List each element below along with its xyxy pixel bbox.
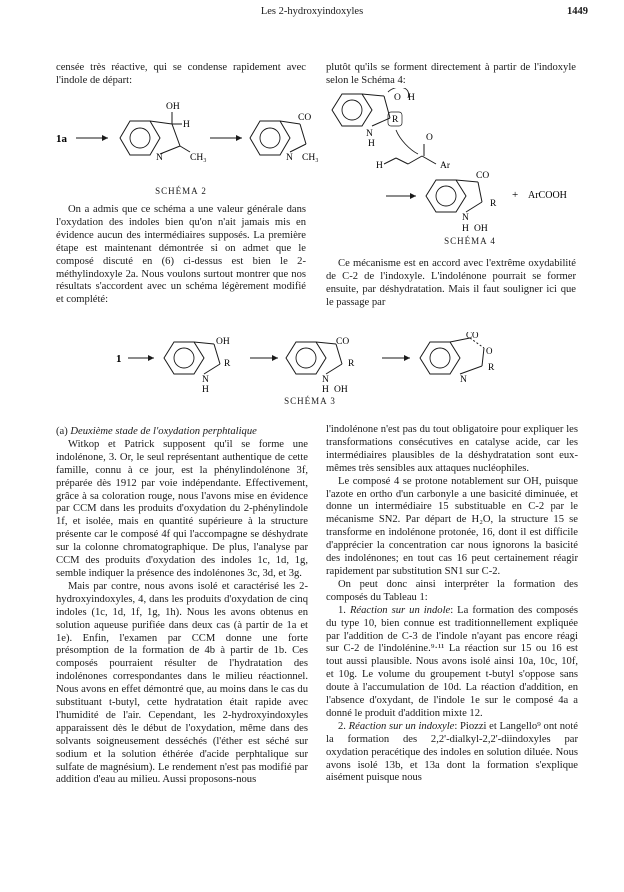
r-group: R [490, 199, 497, 209]
aromatic-circle [430, 348, 450, 368]
arrow-head [148, 355, 154, 361]
o-atom: O [486, 346, 493, 356]
scheme-2-caption: SCHÉMA 2 [155, 186, 207, 196]
arcooh-product: ArCOOH [528, 190, 567, 201]
left-mid-text [56, 204, 306, 307]
item-title: Réaction sur un indole [349, 604, 451, 616]
n-atom: N [202, 375, 209, 385]
page-number: 1449 [567, 6, 588, 17]
bond [362, 94, 384, 96]
right-bottom-text [326, 424, 578, 785]
scheme-3-diagram [110, 332, 510, 396]
item-number: 1. [338, 604, 350, 616]
r-group: R [348, 359, 355, 369]
paragraph: On a admis que ce schéma a une valeur générale dans l'oxydation des indoles bien qu'on n'ait jamais mis en évidence aucun des intermédiaires supposés. La première étape est maintenant démontrée si on admet que le composé discuté en (6) ci-dessus est bien le 2-méthylindoxyle 2a. Nous voulons surtout montrer que nos résultats s'accordent avec un schéma légèrement modifié et complété: [56, 204, 306, 306]
running-header [0, 6, 624, 22]
bond [150, 121, 172, 124]
h-atom: H [368, 139, 375, 149]
bond [160, 146, 180, 154]
aromatic-circle [130, 128, 150, 148]
benzene-ring [120, 121, 160, 155]
n-atom: N [286, 153, 293, 163]
heading-title: Deuxième stade de l'oxydation perphtalique [70, 426, 257, 437]
benzene-ring [420, 342, 460, 374]
bond [408, 156, 422, 164]
scheme-4-diagram [326, 88, 586, 236]
arrow-head [410, 193, 416, 199]
paragraph: Witkop et Patrick supposent qu'il se forme une indolénone, 3. Or, le seul représentant authentique de cette famille, connu à ce jour, est la phénylindolénone 3f, préparée dès 1912 par voie indépendante. Effectivement, grâce à sa coloration rouge, nous l'avons mise en évidence par CCM dans les produits d'oxydation du 2-phénylindole 1f, et isolée, mais en quantité supérieure à la structure présente car le composé 4f qui l'accompagne se déshydrate sur la colonne chromatographique. De plus, l'analyse par CCM des produits d'oxydation des indoles 1c, 1d, 1g, semble indiquer la présence des indolénones 3c, 3d, et 3g. [56, 438, 308, 579]
paragraph: Mais par contre, nous avons isolé et caractérisé les 2-hydroxyindoxyles, 4, dans les produits d'oxydation de cinq indoles (1c, 1d, 1f, 1g, 1h). Nous les avons obtenus en solution aqueuse purifiée dans deux cas (à partir de 1a et 1e). Enfin, l'examen par CCM donne une forte présomption de la formation de 4b à partir de 1b. Ces composés pourraient résulter de l'hydratation des indolénones correspondantes dans le milieu réactionnel. Nous avons en effet démontré que, au moins dans le cas du substituant t-butyl, cette hydratation était rapide avec l'humidité de l'air. Cependant, les 2-hydroxyindoxyles apparaissent dès le début de l'oxydation, même dans des solvants soigneusement desséchés (l'éther est séché sur sodium et la solution éthérée d'acide perphtalique sur sulfate de magnésium). Le rendement n'est pas modifié par addition d'eau au milieu. Aussi proposons-nous [56, 580, 308, 786]
ch3-group: CH₃ [302, 153, 319, 163]
oh-group: OH [334, 385, 348, 395]
plus-sign: + [512, 189, 519, 201]
right-top-text [326, 62, 576, 88]
scheme-2-diagram [50, 94, 320, 184]
bond [336, 344, 342, 364]
benzene-ring [332, 94, 372, 126]
paragraph: plutôt qu'ils se forment directement à partir de l'indoxyle selon le Schéma 4: [326, 62, 576, 86]
arrow-head [236, 135, 242, 141]
bond [460, 366, 482, 374]
bond [214, 344, 220, 364]
bond [180, 146, 190, 152]
bond [194, 342, 214, 344]
bond [478, 182, 482, 202]
item-title: Réaction sur un indoxyle [348, 720, 455, 732]
item-text: : La formation des composés du type 10, bien connue est traditionnellement expliquée par l'addition de C-3 de l'indole n'ayant pas encore réagi sur C-2 de l'indolénine.⁹·¹¹ La réaction sur 15 ou 16 est tout aussi plausible. Nous avons isolé ainsi 10a, 10c, 10f, et 10g. Le volume du groupement t-butyl s'oppose sans doute à l'accumulation de 10d. La réaction d'addition, en l'absence d'oxydant, de l'indole 1e sur le composé 4a a donné le produit d'addition mixte 12. [326, 604, 579, 719]
arrow-head [404, 355, 410, 361]
compound-label-1a: 1a [56, 133, 67, 145]
n-atom: N [322, 375, 329, 385]
h-atom: H [408, 93, 415, 103]
bond [300, 124, 306, 144]
arrow-head [272, 355, 278, 361]
n-atom: N [460, 375, 467, 385]
h-atom: H [183, 120, 190, 130]
bond [204, 364, 220, 374]
h-atom: H [322, 385, 329, 395]
bond [422, 156, 436, 164]
ar-group: Ar [440, 161, 451, 171]
bond [456, 180, 478, 182]
bond [280, 121, 300, 124]
item-text: : Piozzi et Langello⁹ ont noté la formation des 2,2'-dialkyl-2,2'-diindoxyles par oxydation peracétique des indoles en solution diluée. Nous avons isolé 13b, et 13a dont la formation s'explique aisément puisque nous [326, 720, 578, 784]
co-group: CO [336, 337, 350, 347]
curved-arrow [396, 130, 418, 154]
bond [316, 342, 336, 344]
o-atom: O [394, 93, 401, 103]
bond [326, 364, 342, 374]
co-group: CO [476, 171, 490, 181]
benzene-ring [250, 121, 290, 155]
paragraph: Le composé 4 se protone notablement sur OH, puisque l'azote en ortho d'un carbonyle a une basicité diminuée, et donne un intermédiaire 15 substituable en C-2 par le mécanisme SN2. Par départ de H₂O, la structure 15 se transforme en indolénone protonée, 16, dont il est difficile d'apprécier la concentration car nous ignorons la basicité des indolénones; en tout cas 16 peut certainement réagir rapidement par substitution SN1 sur C-2. [326, 475, 578, 577]
paragraph-item-1 [326, 605, 578, 721]
running-title: Les 2-hydroxyindoxyles [260, 6, 364, 17]
h-atom: H [376, 161, 383, 171]
bond [384, 96, 390, 118]
left-bottom-text [56, 424, 308, 787]
bond [290, 144, 306, 152]
n-atom: N [156, 153, 163, 163]
bond [372, 118, 390, 126]
paragraph: Ce mécanisme est en accord avec l'extrême oxydabilité de C-2 de l'indoxyle. L'indolénone pourrait se former ensuite, par déshydratation. Mais il faut souligner ici que le passage par [326, 258, 576, 308]
item-number: 2. [338, 720, 349, 732]
aromatic-circle [436, 186, 456, 206]
oh-group: OH [216, 337, 230, 347]
oh-group: OH [474, 224, 488, 234]
benzene-ring [164, 342, 204, 374]
aromatic-circle [260, 128, 280, 148]
ch3-group: CH₃ [190, 153, 207, 163]
benzene-ring [426, 180, 466, 212]
left-top-text [56, 62, 306, 88]
paragraph-item-2 [326, 721, 578, 786]
bond [172, 124, 180, 146]
h-atom: H [202, 385, 209, 395]
right-mid-text [326, 258, 576, 310]
r-group: R [392, 115, 399, 125]
o-atom: O [426, 133, 433, 143]
co-group: CO [298, 113, 312, 123]
r-group: R [488, 363, 495, 373]
paragraph: On peut donc ainsi interpréter la formation des composés du Tableau 1: [326, 578, 578, 603]
h-atom: H [462, 224, 469, 234]
oh-group: OH [166, 102, 180, 112]
aromatic-circle [296, 348, 316, 368]
n-atom: N [366, 129, 373, 139]
paragraph: l'indolénone n'est pas du tout obligatoire pour expliquer les transformations consécutives en catalyse acide, car les intermédiaires plausibles de la déshydratation sont eux-mêmes très sensibles aux attaques nucléophiles. [326, 424, 578, 474]
aromatic-circle [342, 100, 362, 120]
section-heading [56, 426, 308, 439]
bond [482, 348, 484, 366]
c-atom: CO [466, 332, 479, 340]
n-atom: N [462, 213, 469, 223]
scheme-4-caption: SCHÉMA 4 [444, 236, 496, 246]
bond [384, 158, 396, 164]
arrow-head [102, 135, 108, 141]
compound-label-1: 1 [116, 353, 122, 365]
bond [396, 158, 408, 164]
bond [466, 202, 482, 212]
aromatic-circle [174, 348, 194, 368]
paragraph: censée très réactive, qui se condense rapidement avec l'indole de départ: [56, 62, 306, 86]
heading-prefix: (a) [56, 426, 71, 437]
benzene-ring [286, 342, 326, 374]
scheme-3-caption: SCHÉMA 3 [284, 396, 336, 406]
r-group: R [224, 359, 231, 369]
